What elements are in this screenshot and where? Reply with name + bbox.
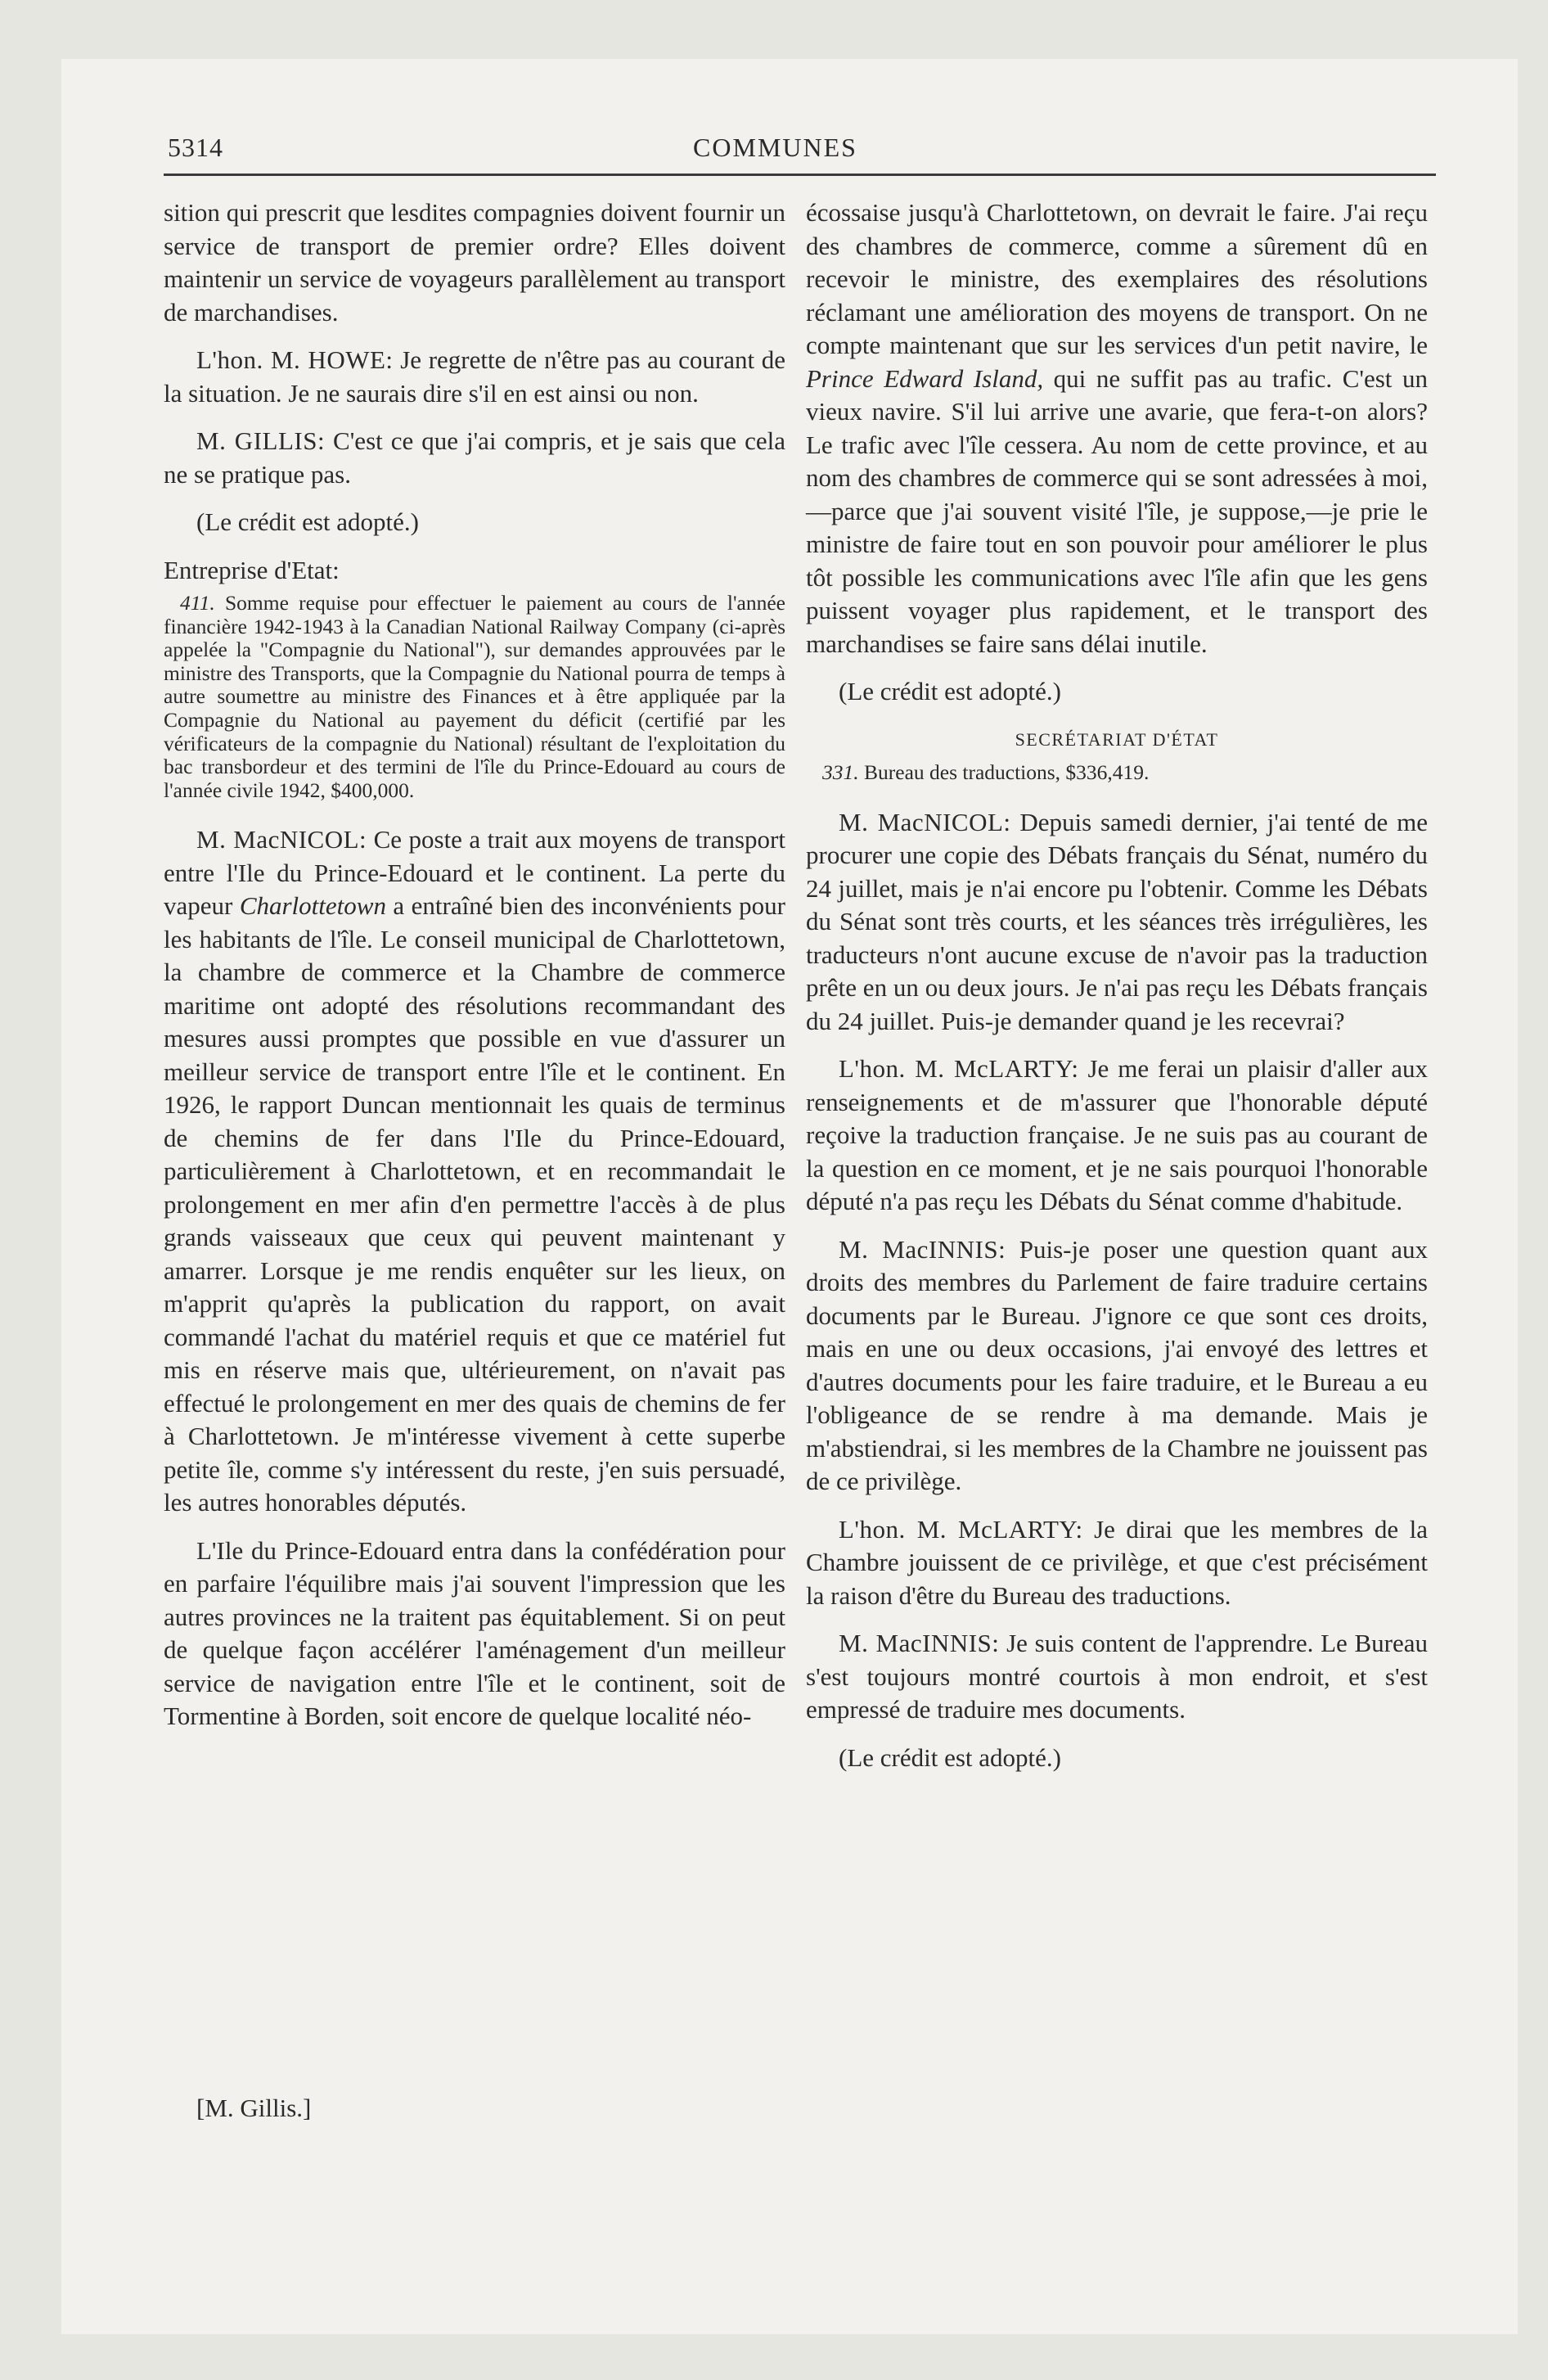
speaker-name: L'hon. M. McLARTY: [839, 1054, 1079, 1084]
running-title: COMMUNES [693, 133, 857, 162]
item-text: Somme requise pour effectuer le paiement au cours de l'année financière 1942-1943 à la Canadian National Railway Company (ci-après appelée la "Compagnie du National"), sur demandes approuvées par le ministre des Transports, que la Compagnie du National pourra de temps à autre soumettre au ministre des Finances et à être appliquée par la Compagnie du National au payement du déficit (certifié par les vérificateurs de la compagnie du National) résultant de l'exploitation du bac transbordeur et des termini de l'île du Prince-Edouard au cours de l'année civile 1942, $400,000. [164, 591, 785, 802]
paragraph: L'Ile du Prince-Edouard entra dans la confédération pour en parfaire l'équilibre mais j'ai souvent l'impression que les autres provinces ne la traitent pas équitablement. Si on peut de quelque façon accélérer l'aménagement d'un meilleur service de navigation entre l'île et le continent, soit de Tormentine à Borden, soit encore de quelque localité néo- [164, 1535, 785, 1731]
paragraph [164, 344, 785, 410]
vote-item [164, 592, 785, 802]
paragraph [164, 425, 785, 491]
speech-text: Je me ferai un plaisir d'aller aux renseignements et de m'assurer que l'honorable député reçoive la traduction française. Je ne suis pas au courant de la question en ce moment, et je ne sais pourquoi l'honorable député n'a pas reçu les Débats du Sénat comme d'habitude. [806, 1054, 1429, 1216]
paragraph: (Le crédit est adopté.) [196, 507, 419, 536]
right-column [806, 196, 1428, 1789]
speaker-name: M. MacNICOL: [839, 807, 1011, 836]
paragraph: sition qui prescrit que lesdites compagnies doivent fournir un service de transport de premier ordre? Elles doivent maintenir un service de voyageurs parallèlement au transport de marchandises. [164, 198, 785, 327]
speaker-name: M. MacINNIS: [839, 1629, 1000, 1658]
ship-name: Charlottetown [239, 891, 386, 921]
paragraph [806, 806, 1428, 1039]
page-header [98, 123, 1452, 164]
speaker-name: L'hon. M. HOWE: [196, 345, 394, 374]
section-heading: SECRÉTARIAT D'ÉTAT [1015, 728, 1219, 750]
speech-text: Ce poste a trait aux moyens de transport entre l'Ile du Prince-Edouard et le continent. La perte du vapeur [164, 825, 785, 921]
paragraph [806, 1513, 1428, 1613]
speech-text: Je dirai que les membres de la Chambre jouissent de ce privilège, et que c'est précisément la raison d'être du Bureau des traductions. [806, 1514, 1429, 1610]
vote-item [806, 761, 1428, 785]
speech-text: qui ne suffit pas au trafic. C'est un vieux navire. S'il lui arrive une avarie, que fera-t-on alors? Le trafic avec l'île cessera. Au nom de cette province, et au nom des chambres de commerce qui se sont adressées à moi,—parce que j'ai souvent visité l'île, je suppose,—je prie le ministre de faire tout en son pouvoir pour améliorer le plus tôt possible les communications avec l'île afin que les gens puissent voyager plus rapidement, et le transport des marchandises se faire sans délai inutile. [806, 363, 1428, 658]
item-number: 411. [180, 591, 215, 615]
paragraph [806, 1053, 1428, 1219]
paragraph: (Le crédit est adopté.) [839, 1742, 1061, 1772]
speaker-name: M. MacNICOL: [196, 825, 367, 854]
speech-text: Je suis content de l'apprendre. Le Bureau s'est toujours montré courtois à mon endroit, et s'est empressé de traduire mes documents. [806, 1629, 1429, 1724]
speech-text: a entraîné bien des inconvénients pour les habitants de l'île. Le conseil municipal de Charlottetown, la chambre de commerce et la Chambre de commerce maritime ont adopté des résolutions recommandant des mesures aussi promptes que possible en vue d'assurer un meilleur service de transport entre l'île et le continent. En 1926, le rapport Duncan mentionnait les quais de terminus de chemins de fer dans l'Ile du Prince-Edouard, particulièrement à Charlottetown, et en recommandait le prolongement en mer afin d'en permettre l'accès à de plus grands vaisseaux que ceux qui peuvent maintenant y amarrer. Lorsque je me rendis enquêter sur les lieux, on m'apprit qu'après la publication du rapport, on avait commandé l'achat du matériel requis et que ce matériel fut mis en réserve mais que, ultérieurement, on n'avait pas effectué le prolongement en mer des quais de chemins de fer à Charlottetown. Je m'intéresse vivement à cette superbe petite île, comme s'y intéressent du reste, j'en suis persuadé, les autres honorables députés. [164, 891, 785, 1517]
paragraph: (Le crédit est adopté.) [839, 677, 1061, 705]
speech-text: écossaise jusqu'à Charlottetown, on devrait le faire. J'ai reçu des chambres de commerce, comme a sûrement dû en recevoir le ministre, des exemplaires des résolutions réclamant une amélioration des moyens de transport. On ne compte maintenant que sur les services d'un petit navire, le [806, 198, 1428, 359]
speech-text: Puis-je poser une question quant aux droits des membres du Parlement de faire traduire certains documents par le Bureau. J'ignore ce que sont ces droits, mais en une ou deux occasions, j'ai envoyé des lettres et d'autres documents pour les faire traduire, et le Bureau a eu l'obligeance de se rendre à ma demande. Mais je m'abstiendrai, si les membres de la Chambre ne jouissent pas de ce privilège. [806, 1234, 1429, 1496]
paragraph [806, 196, 1428, 660]
paragraph [806, 1627, 1428, 1727]
speaker-name: L'hon. M. McLARTY: [839, 1514, 1083, 1544]
speaker-name: M. GILLIS: [196, 426, 326, 455]
header-rule [164, 174, 1436, 176]
left-column [164, 196, 785, 1748]
section-label: Entreprise d'Etat: [164, 555, 340, 584]
speaker-signature: [M. Gillis.] [196, 2094, 312, 2122]
item-text: Bureau des traductions, $336,419. [858, 760, 1150, 784]
paragraph [164, 823, 785, 1520]
speech-text: Je regrette de n'être pas au courant de la situation. Je ne saurais dire s'il en est ainsi ou non. [164, 345, 786, 408]
speaker-name: M. MacINNIS: [839, 1234, 1006, 1264]
speech-text: Depuis samedi dernier, j'ai tenté de me procurer une copie des Débats français du Sénat, numéro du 24 juillet, mais je n'ai encore pu l'obtenir. Comme les Débats du Sénat sont très courts, et les séances très irrégulières, les traducteurs n'ont aucune excuse de n'avoir pas la traduction prête en un ou deux jours. Je n'ai pas reçu les Débats français du 24 juillet. Puis-je demander quand je les recevrai? [806, 807, 1428, 1035]
ship-name: Prince Edward Island, [806, 363, 1044, 393]
item-number: 331. [822, 760, 859, 784]
speech-text: C'est ce que j'ai compris, et je sais que cela ne se pratique pas. [164, 426, 785, 489]
page-number: 5314 [168, 133, 223, 162]
paragraph [806, 1233, 1428, 1499]
